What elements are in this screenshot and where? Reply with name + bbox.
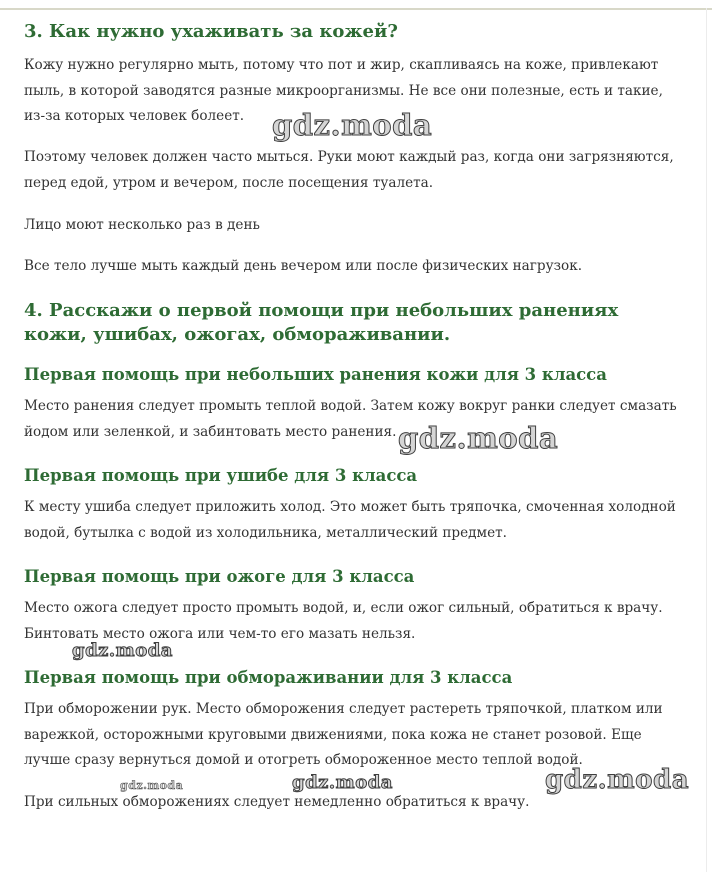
section-3-paragraph-1: Кожу нужно регулярно мыть, потому что пот и жир, скапливаясь на коже, привлекают пыль, в которой заводятся разные микроорганизмы. Не все они полезные, есть и такие, из-за которых человек болеет.: [24, 57, 663, 124]
top-divider: [0, 8, 712, 10]
section-3-paragraph-3: Лицо моют несколько раз в день: [24, 217, 260, 233]
section-4-heading: 4. Расскажи о первой помощи при небольших ранениях кожи, ушибах, ожогах, обмораживании.: [24, 300, 619, 345]
subsection-bruise-paragraph: К месту ушиба следует приложить холод. Это может быть тряпочка, смоченная холодной водой, бутылка с водой из холодильника, металлический предмет.: [24, 499, 676, 541]
subsection-bruise-heading: Первая помощь при ушибе для 3 класса: [24, 466, 418, 485]
section-3-paragraph-4: Все тело лучше мыть каждый день вечером или после физических нагрузок.: [24, 258, 583, 274]
watermark: gdz.moda: [120, 779, 184, 792]
subsection-frostbite-paragraph-2: При сильных обморожениях следует немедленно обратиться к врачу.: [24, 794, 530, 810]
subsection-wounds-paragraph: Место ранения следует промыть теплой водой. Затем кожу вокруг ранки следует смазать йодом или зеленкой, и забинтовать место ранения.: [24, 398, 677, 440]
section-3-paragraph-2: Поэтому человек должен часто мыться. Руки моют каждый раз, когда они загрязняются, перед едой, утром и вечером, после посещения туалета.: [24, 149, 674, 191]
watermark: gdz.moda: [272, 108, 433, 142]
subsection-wounds-heading: Первая помощь при небольших ранения кожи для 3 класса: [24, 365, 607, 384]
watermark: gdz.moda: [72, 640, 173, 661]
watermark: gdz.moda: [292, 772, 393, 793]
watermark: gdz.moda: [545, 765, 690, 795]
section-3-heading: 3. Как нужно ухаживать за кожей?: [24, 21, 398, 42]
subsection-frostbite-paragraph-1: При обморожении рук. Место обморожения следует растереть тряпочкой, платком или варежкой, осторожными круговыми движениями, пока кожа не станет розовой. Еще лучше сразу вернуться домой и отогреть обмороженное место теплой водой.: [24, 701, 663, 768]
watermark: gdz.moda: [398, 421, 559, 455]
right-border: [706, 8, 707, 872]
subsection-burn-heading: Первая помощь при ожоге для 3 класса: [24, 567, 415, 586]
subsection-burn-paragraph: Место ожога следует просто промыть водой, и, если ожог сильный, обратиться к врачу. Бинтовать место ожога или чем-то его мазать нельзя.: [24, 600, 663, 642]
subsection-frostbite-heading: Первая помощь при обмораживании для 3 класса: [24, 668, 513, 687]
